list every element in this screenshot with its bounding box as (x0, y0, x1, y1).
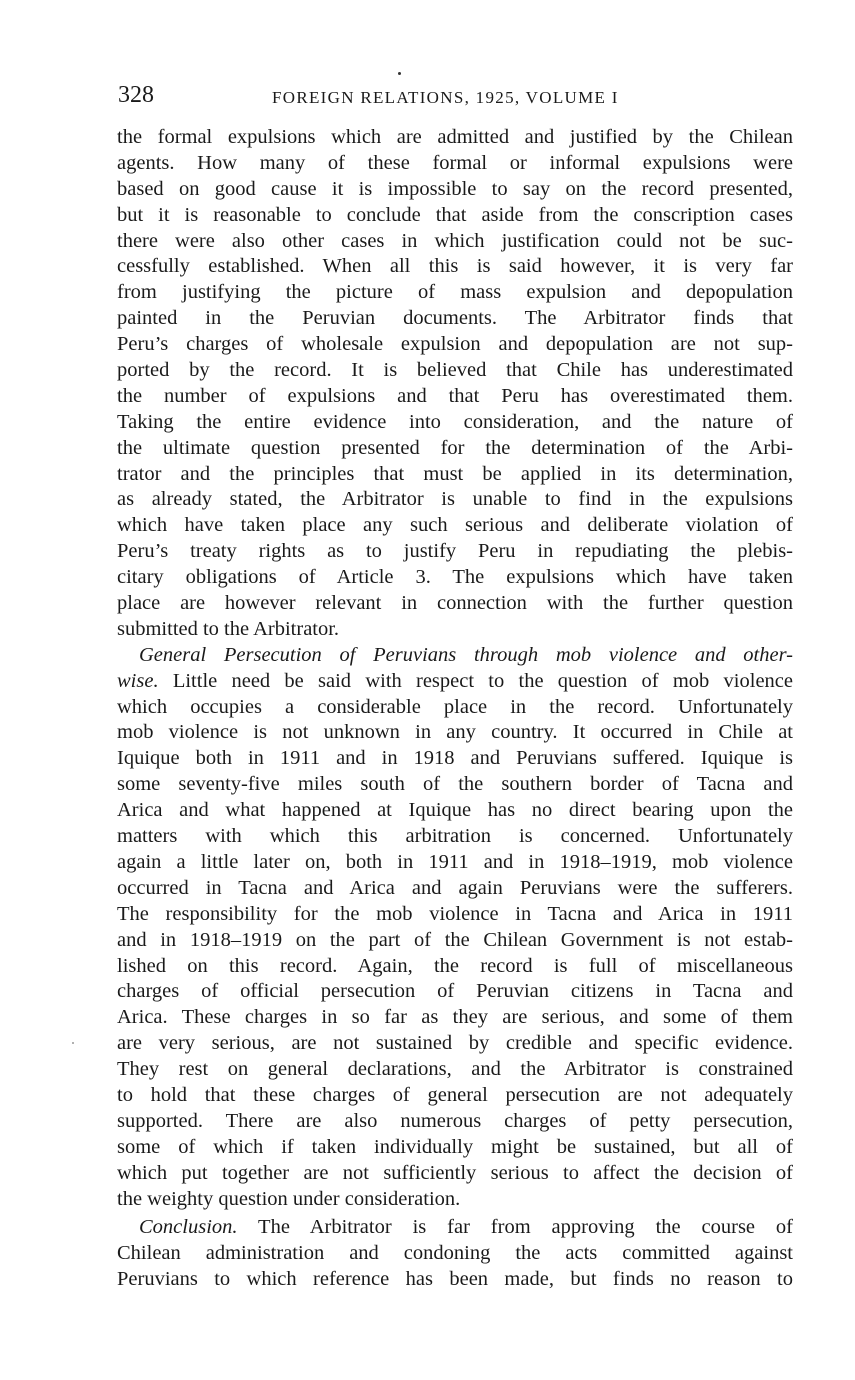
section-heading-continued: wise. (117, 669, 159, 692)
text-line: some seventy-five miles south of the southern border of Tacna and (117, 773, 793, 796)
text-line: from justifying the picture of mass expulsion and depopulation (117, 281, 793, 304)
text-line: charges of official persecution of Peruvian citizens in Tacna and (117, 980, 793, 1003)
text-line: citary obligations of Article 3. The expulsions which have taken (117, 566, 793, 589)
text-line: but it is reasonable to conclude that aside from the conscription cases (117, 203, 793, 226)
text-line: submitted to the Arbitrator. (117, 617, 340, 640)
text-line: the ultimate question presented for the determination of the Arbi- (117, 436, 793, 459)
text-line: Arica. These charges in so far as they are serious, and some of them (117, 1006, 793, 1029)
text-line: Arica and what happened at Iquique has no direct bearing upon the (117, 799, 793, 822)
page-header (118, 78, 798, 112)
text-line: Peru’s charges of wholesale expulsion and depopulation are not sup- (117, 333, 793, 356)
text-line: matters with which this arbitration is concerned. Unfortunately (117, 825, 793, 848)
text-line: Taking the entire evidence into consideration, and the nature of (117, 410, 793, 433)
text-line: The responsibility for the mob violence in Tacna and Arica in 1911 (117, 902, 793, 925)
text-line (117, 1215, 793, 1241)
paragraph-expulsions (117, 125, 793, 643)
running-title: FOREIGN RELATIONS, 1925, VOLUME I (272, 88, 619, 107)
text-line: occurred in Tacna and Arica and again Peruvians were the sufferers. (117, 876, 793, 899)
text-line: the weighty question under consideration. (117, 1187, 461, 1210)
text-line: which have taken place any such serious and deliberate violation of (117, 514, 793, 537)
text-line: again a little later on, both in 1911 and in 1918–1919, mob violence (117, 850, 793, 873)
text-line: place are however relevant in connection with the further question (117, 592, 793, 615)
text-run: Little need be said with respect to the question of mob violence (158, 669, 793, 692)
text-line: based on good cause it is impossible to say on the record presented, (117, 177, 793, 200)
text-line (117, 669, 793, 695)
text-line: mob violence is not unknown in any country. It occurred in Chile at (117, 721, 793, 744)
text-line: to hold that these charges of general persecution are not adequately (117, 1083, 793, 1106)
text-line: cessfully established. When all this is said however, it is very far (117, 255, 793, 278)
text-line: the formal expulsions which are admitted and justified by the Chilean (117, 126, 793, 148)
section-heading-line (117, 643, 793, 669)
margin-speck (72, 1042, 74, 1044)
text-line: which put together are not sufficiently serious to affect the decision of (117, 1161, 793, 1184)
paragraph-conclusion (117, 1215, 793, 1293)
text-line: ported by the record. It is believed that Chile has underestimated (117, 359, 793, 382)
text-line: the number of expulsions and that Peru has overestimated them. (117, 384, 793, 407)
text-line: lished on this record. Again, the record is full of miscellaneous (117, 954, 793, 977)
text-line: Iquique both in 1911 and in 1918 and Peruvians suffered. Iquique is (117, 747, 793, 770)
text-line: are very serious, are not sustained by credible and specific evidence. (117, 1032, 793, 1055)
page-number: 328 (118, 82, 154, 108)
text-line: agents. How many of these formal or informal expulsions were (117, 151, 793, 174)
text-line: trator and the principles that must be applied in its determination, (117, 462, 793, 485)
text-line: and in 1918–1919 on the part of the Chilean Government is not estab- (117, 928, 793, 951)
text-line: They rest on general declarations, and the Arbitrator is constrained (117, 1058, 793, 1081)
text-run: The Arbitrator is far from approving the course of (237, 1216, 793, 1239)
text-line: Chilean administration and condoning the acts committed against (117, 1242, 793, 1265)
text-line: Peruvians to which reference has been made, but finds no reason to (117, 1268, 793, 1291)
section-heading: Conclusion. (139, 1216, 238, 1239)
section-heading: General Persecution of Peruvians through mob violence and other- (139, 643, 793, 666)
print-speck (398, 72, 401, 75)
text-line: painted in the Peruvian documents. The Arbitrator finds that (117, 307, 793, 330)
text-line: there were also other cases in which justification could not be suc- (117, 229, 793, 252)
text-line: which occupies a considerable place in the record. Unfortunately (117, 695, 793, 718)
body-text (117, 125, 793, 1293)
paragraph-general-persecution (117, 643, 793, 1213)
text-line: Peru’s treaty rights as to justify Peru in repudiating the plebis- (117, 540, 793, 563)
text-line: supported. There are also numerous charges of petty persecution, (117, 1109, 793, 1132)
text-line: as already stated, the Arbitrator is unable to find in the expulsions (117, 488, 793, 511)
text-line: some of which if taken individually might be sustained, but all of (117, 1135, 793, 1158)
